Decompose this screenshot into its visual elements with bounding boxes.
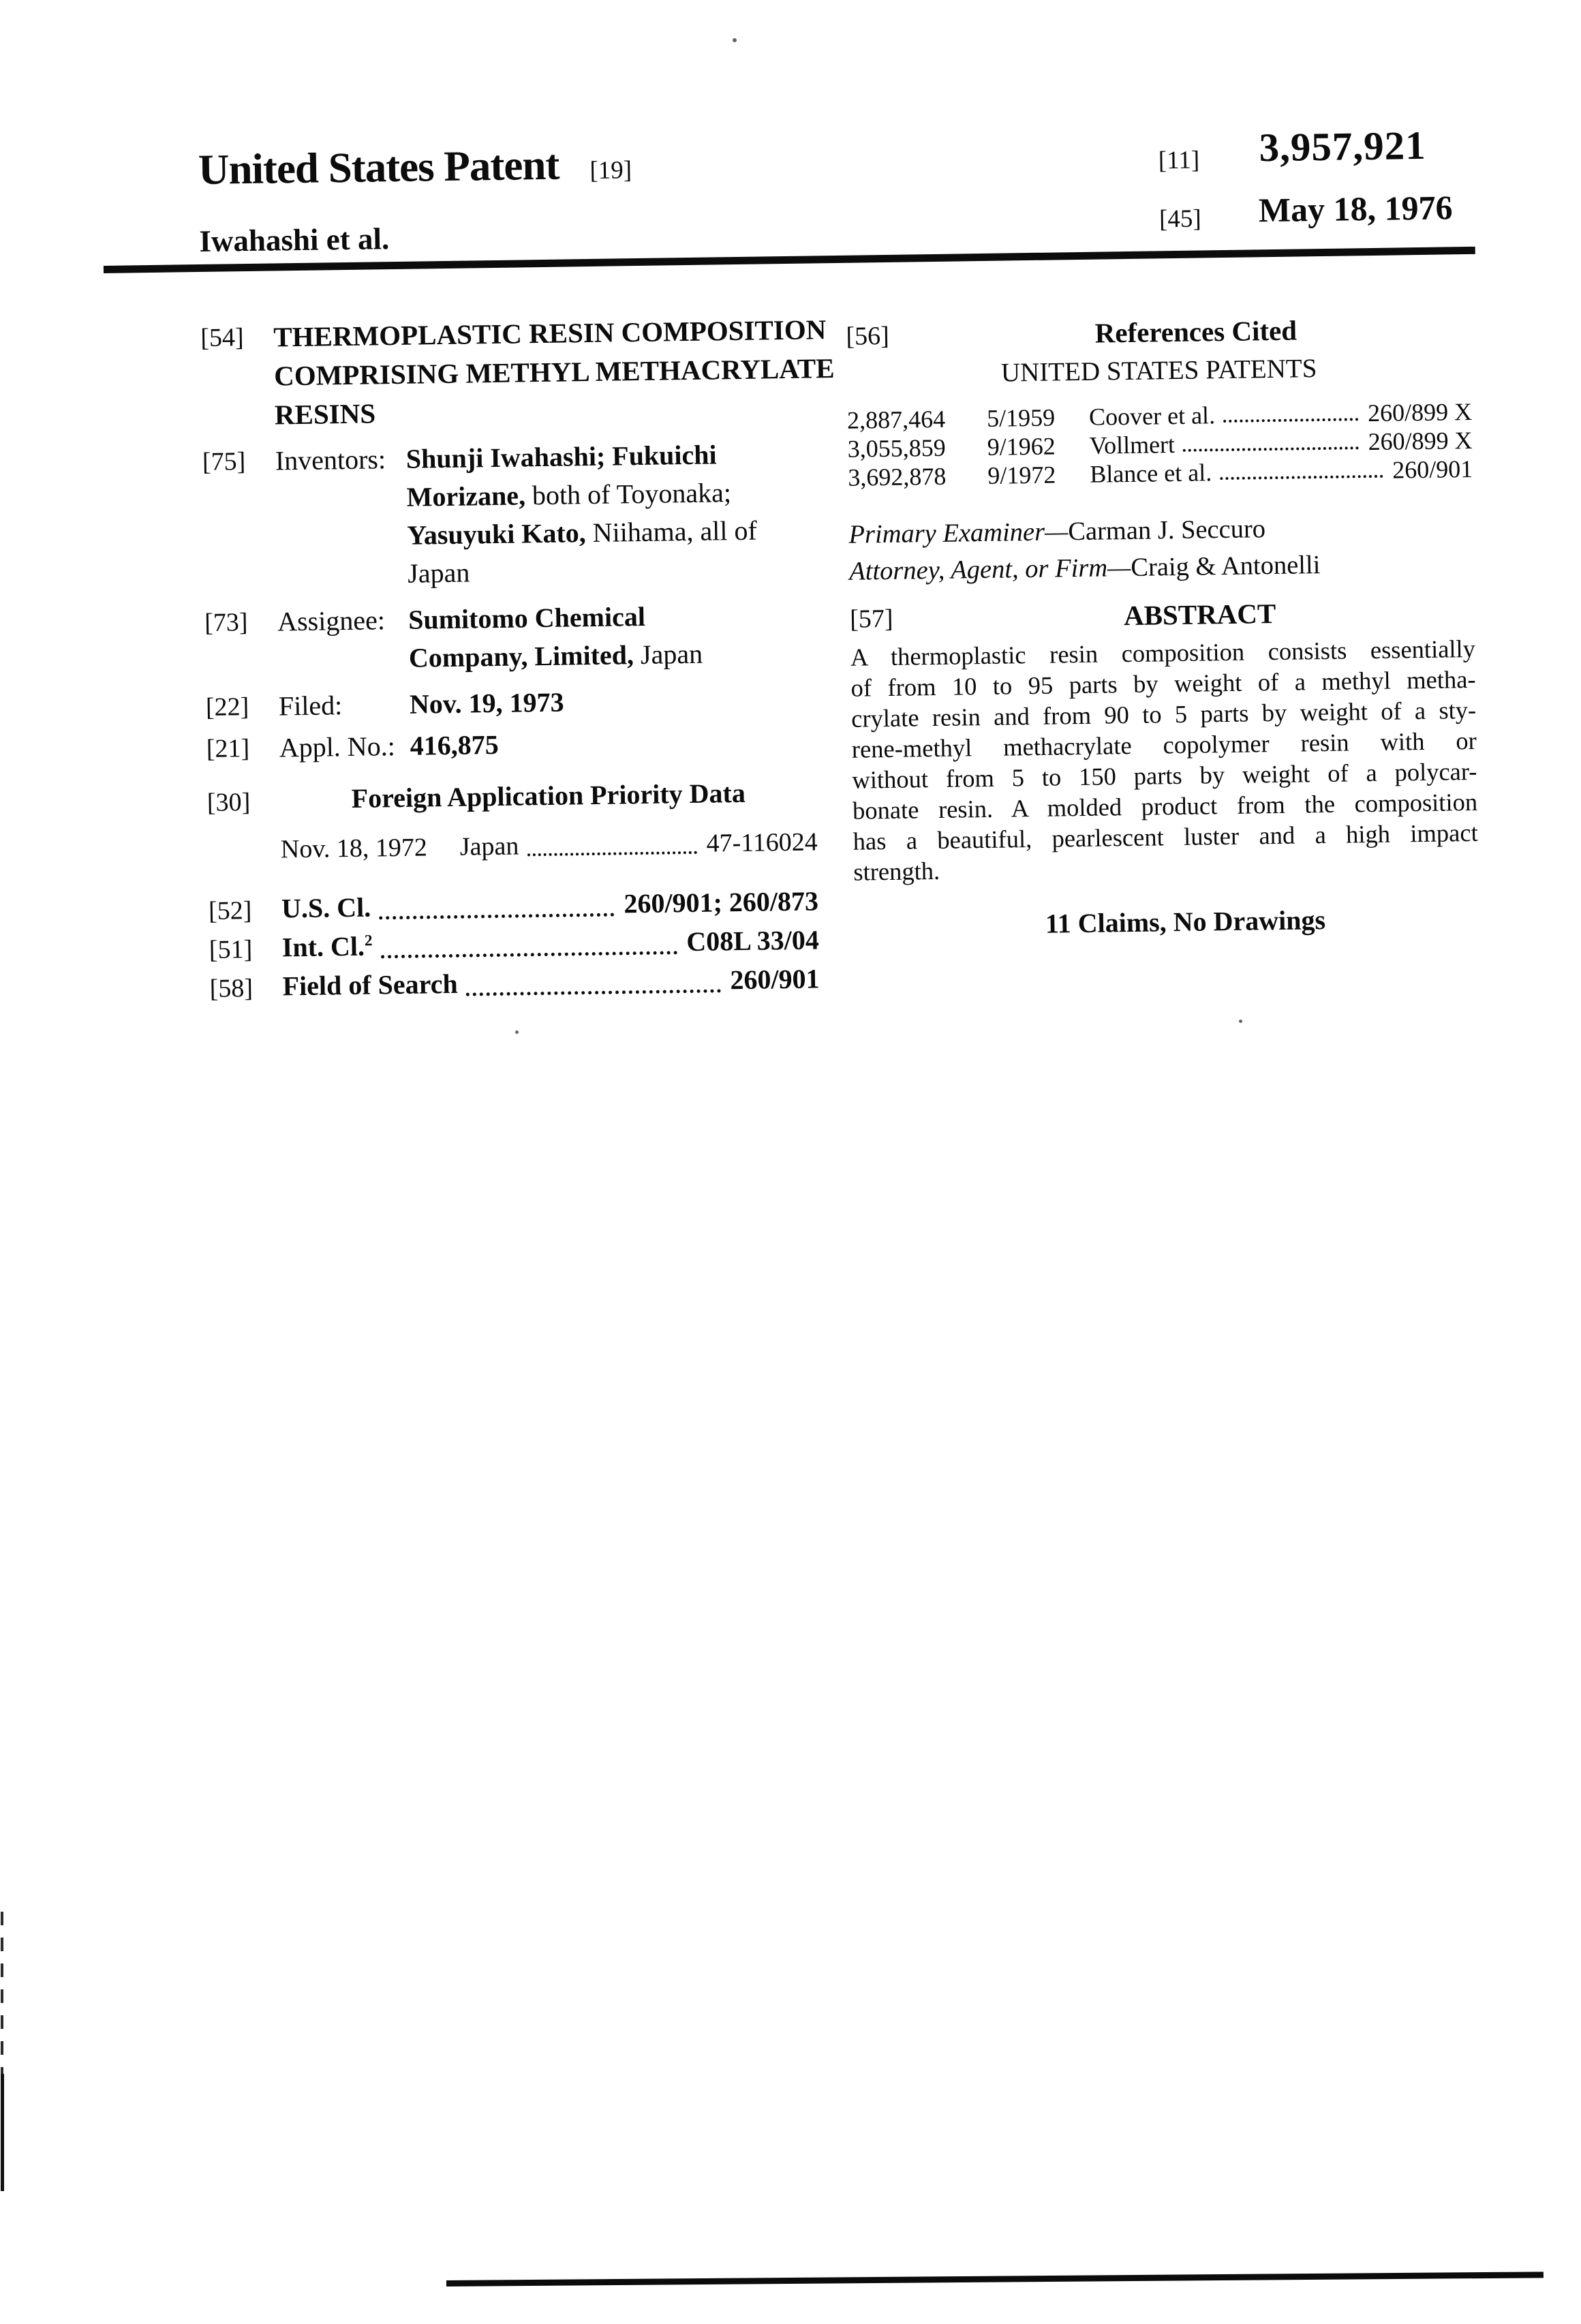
- field-tag: [22]: [205, 692, 249, 722]
- us-class-label: U.S. Cl.: [281, 891, 371, 924]
- scan-speck: [515, 1030, 519, 1034]
- us-patents-subheading: UNITED STATES PATENTS: [1000, 354, 1317, 388]
- inventor-location: both of Toyonaka;: [525, 477, 732, 511]
- field-of-search-value: 260/901: [730, 963, 820, 996]
- dot-leader: [1175, 427, 1368, 459]
- foreign-priority-row: [208, 825, 818, 867]
- assignee-country: Japan: [633, 638, 703, 671]
- field-tag: [75]: [202, 447, 246, 476]
- inventors-section: [202, 434, 814, 595]
- abstract-line: crylate resin and from 90 to 5 parts by weight of a sty-: [850, 695, 1477, 733]
- dot-leader: [371, 886, 624, 928]
- int-class-value: C08L 33/04: [686, 924, 820, 958]
- application-number-section: [206, 721, 816, 768]
- inventor-names-bold: Shunji Iwahashi; Fukuichi Morizane,: [405, 439, 717, 513]
- field-tag: [54]: [200, 323, 244, 352]
- field-tag: [58]: [209, 974, 254, 1003]
- filed-section: [206, 679, 816, 727]
- cited-patent-name: Blance et al.: [1089, 459, 1212, 488]
- assignee-name: [408, 596, 761, 677]
- field-tag: [21]: [206, 734, 250, 763]
- inventor-location: Niihama, all of Japan: [407, 515, 758, 589]
- spacer: [208, 832, 281, 867]
- cited-patent-number: 3,692,878: [848, 462, 947, 491]
- cited-patent-class: 260/899 X: [1368, 426, 1473, 456]
- dot-leader: [372, 924, 687, 967]
- dot-leader: [1215, 399, 1368, 429]
- title-section: [200, 311, 835, 435]
- document-title-text: United States Patent: [198, 140, 559, 194]
- issue-date: May 18, 1976: [1258, 188, 1453, 230]
- assignee-name-bold: Sumitomo Chemical Company, Limited,: [408, 600, 646, 673]
- appl-no-number: 416,875: [410, 729, 500, 761]
- abstract-header: [850, 594, 1475, 637]
- priority-number: 47-116024: [706, 827, 818, 858]
- bibliographic-column: [200, 311, 835, 1009]
- attorney-name: Craig & Antonelli: [1131, 551, 1321, 582]
- abstract-text: [850, 633, 1479, 887]
- filed-label: Filed:: [278, 690, 343, 722]
- filed-date: [410, 681, 761, 724]
- inventor-names-bold: Yasuyuki Kato,: [407, 517, 587, 551]
- examiner-attorney-block: [848, 508, 1474, 590]
- dot-leader: [1212, 456, 1393, 487]
- abstract-line: without from 5 to 150 parts by weight of a polycar-: [852, 756, 1477, 794]
- scan-speck: [1239, 1020, 1242, 1023]
- field-tag: [30]: [206, 788, 251, 817]
- invention-title-line: RESINS: [274, 397, 376, 431]
- abstract-line: bonate resin. A molded product from the composition: [852, 787, 1478, 825]
- claims-drawings-line: 11 Claims, No Drawings: [1045, 904, 1326, 939]
- int-class-label: [281, 929, 373, 969]
- cited-patent-name: Coover et al.: [1088, 401, 1216, 431]
- abstract-line: strength.: [853, 856, 940, 886]
- foreign-priority-section: [206, 775, 817, 822]
- scan-edge-artifact: [1, 2074, 4, 2191]
- primary-examiner-label: Primary Examiner—: [848, 517, 1069, 549]
- issue-date-tag: [45]: [1158, 204, 1201, 234]
- attorney-line: [849, 545, 1475, 590]
- cited-patent-class: 260/901: [1392, 455, 1473, 484]
- patent-number-tag: [11]: [1158, 146, 1200, 175]
- filed-date-value: Nov. 19, 1973: [409, 686, 564, 720]
- cited-patent-class: 260/899 X: [1367, 397, 1473, 427]
- field-of-search-row: [209, 961, 820, 1008]
- us-class-value: 260/901; 260/873: [624, 885, 819, 919]
- scan-speck: [733, 38, 737, 42]
- assignee-label: Assignee:: [277, 605, 386, 637]
- primary-examiner-name: Carman J. Seccuro: [1068, 515, 1266, 547]
- references-cited-heading: References Cited: [1094, 314, 1298, 349]
- references-cited-header: [846, 311, 1471, 353]
- field-tag: [73]: [204, 608, 248, 637]
- field-tag: [57]: [849, 604, 893, 634]
- abstract-heading: ABSTRACT: [1123, 598, 1276, 632]
- patent-number: 3,957,921: [1259, 122, 1427, 170]
- scan-edge-artifact: [1, 1912, 3, 2074]
- abstract-line: rene-methyl methacrylate copolymer resin with or: [851, 726, 1477, 763]
- int-class-superscript: 2: [364, 932, 373, 950]
- dot-leader: [457, 962, 731, 1005]
- references-abstract-column: [846, 311, 1479, 943]
- appl-no-label: Appl. No.:: [279, 731, 396, 763]
- inventors-names: [405, 435, 758, 593]
- cited-patent-date: 9/1972: [987, 461, 1056, 489]
- field-tag: [51]: [209, 935, 253, 964]
- cited-patent-number: 3,055,859: [847, 433, 946, 463]
- invention-title-line: THERMOPLASTIC RESIN COMPOSITION: [273, 314, 827, 353]
- cited-patent-name: Vollmert: [1089, 431, 1176, 459]
- priority-country: Japan: [459, 831, 519, 861]
- cited-patents-table: [847, 397, 1473, 492]
- cited-patent-date: 9/1962: [987, 432, 1056, 461]
- classification-section: [209, 883, 820, 1008]
- abstract-line: has a beautiful, pearlescent luster and a high impact: [853, 818, 1478, 855]
- field-of-search-label: Field of Search: [282, 968, 458, 1002]
- abstract-line: A thermoplastic resin composition consists essentially: [850, 634, 1476, 671]
- assignee-section: [204, 595, 815, 679]
- kind-code-tag: [19]: [589, 156, 632, 185]
- attorney-label: Attorney, Agent, or Firm—: [848, 553, 1131, 586]
- cited-patent-number: 2,887,464: [846, 405, 946, 434]
- field-tag: [56]: [846, 321, 890, 351]
- inventors-label: Inventors:: [275, 444, 386, 476]
- invention-title-line: COMPRISING METHYL METHACRYLATE: [273, 352, 835, 392]
- dot-leader: [519, 827, 707, 863]
- cited-patent-date: 5/1959: [986, 403, 1056, 432]
- document-title: [198, 139, 632, 195]
- appl-no-value: [410, 722, 761, 766]
- invention-title: [273, 310, 835, 434]
- inventor-surname-line: Iwahashi et al.: [199, 221, 390, 259]
- foreign-priority-heading: Foreign Application Priority Data: [351, 777, 746, 814]
- priority-date: Nov. 18, 1972: [280, 833, 428, 864]
- abstract-line: of from 10 to 95 parts by weight of a methyl metha-: [850, 664, 1476, 702]
- int-class-label-text: Int. Cl.: [281, 930, 365, 963]
- field-tag: [52]: [208, 896, 252, 926]
